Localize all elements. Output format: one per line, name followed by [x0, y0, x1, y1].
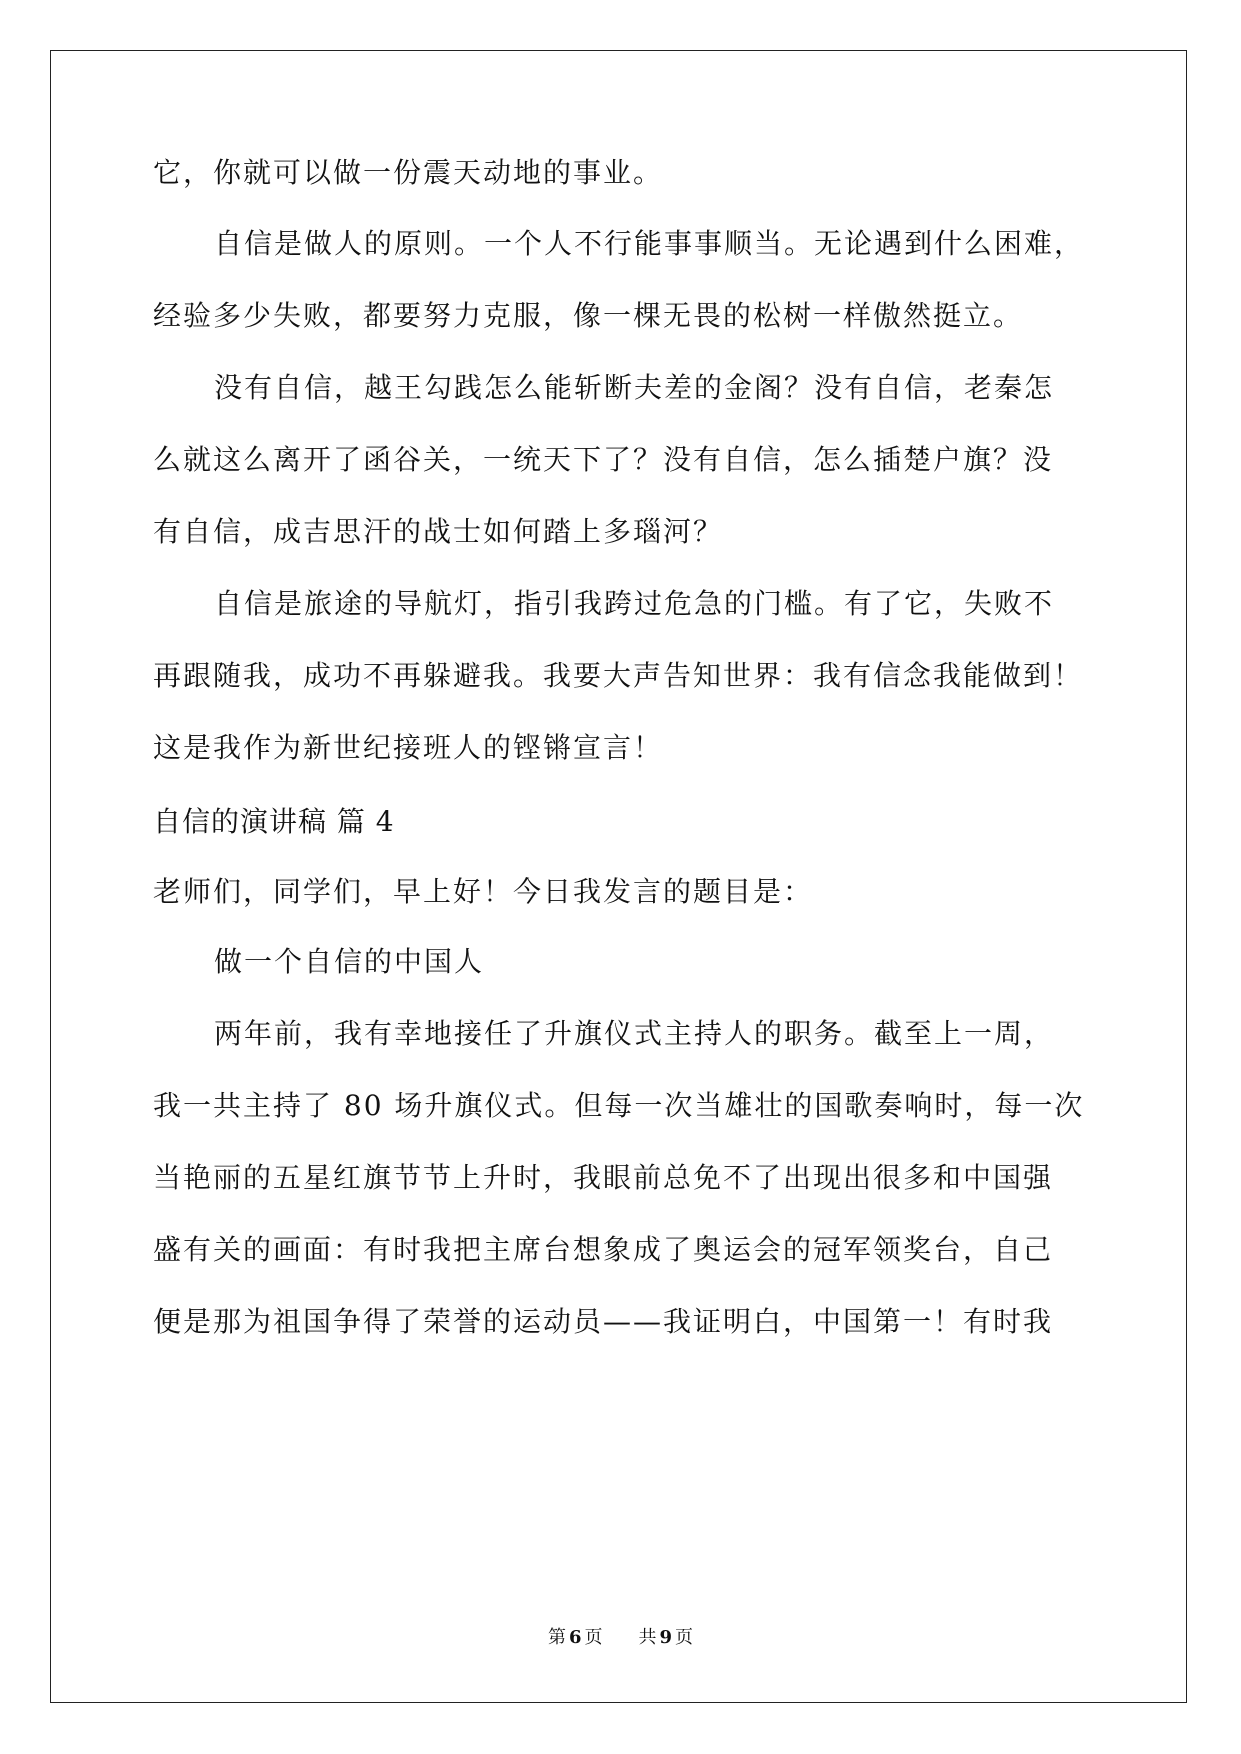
- text-line: 便是那为祖国争得了荣誉的运动员——我证明白，中国第一！有时我: [153, 1305, 1054, 1338]
- total-label-prefix: 共: [638, 1627, 657, 1648]
- speech-title: 做一个自信的中国人: [214, 945, 485, 978]
- total-label-suffix: 页: [675, 1627, 694, 1648]
- text-line: 有自信，成吉思汗的战士如何踏上多瑙河？: [153, 515, 724, 548]
- page-footer: [0, 1626, 1241, 1650]
- text-line: 么就这么离开了函谷关，一统天下了？没有自信，怎么插楚户旗？没: [153, 443, 1054, 476]
- text-line: 经验多少失败，都要努力克服，像一棵无畏的松树一样傲然挺立。: [153, 299, 1024, 332]
- paragraph-first-line: 没有自信，越王勾践怎么能斩断夫差的金阁？没有自信，老秦怎: [214, 371, 1055, 404]
- text-line: 再跟随我，成功不再躲避我。我要大声告知世界：我有信念我能做到！: [153, 659, 1084, 692]
- text-line: 当艳丽的五星红旗节节上升时，我眼前总免不了出现出很多和中国强: [153, 1161, 1054, 1194]
- page-total: [636, 1627, 697, 1648]
- paragraph-first-line: 两年前，我有幸地接任了升旗仪式主持人的职务。截至上一周，: [214, 1017, 1055, 1050]
- page-number: [545, 1627, 606, 1648]
- greeting-line: 老师们，同学们，早上好！今日我发言的题目是：: [153, 875, 814, 908]
- current-page: 6: [568, 1627, 582, 1648]
- section-heading: 自信的演讲稿 篇 4: [153, 805, 395, 838]
- text-line: 它，你就可以做一份震天动地的事业。: [153, 156, 664, 189]
- paragraph-first-line: 自信是旅途的导航灯，指引我跨过危急的门槛。有了它，失败不: [214, 587, 1055, 620]
- total-pages: 9: [659, 1627, 673, 1648]
- text-line: 盛有关的画面：有时我把主席台想象成了奥运会的冠军领奖台，自己: [153, 1233, 1054, 1266]
- paragraph-first-line: 自信是做人的原则。一个人不行能事事顺当。无论遇到什么困难，: [214, 227, 1085, 260]
- page-label-prefix: 第: [547, 1627, 566, 1648]
- text-line: 这是我作为新世纪接班人的铿锵宣言！: [153, 731, 664, 764]
- page-label-suffix: 页: [584, 1627, 603, 1648]
- text-line: 我一共主持了 80 场升旗仪式。但每一次当雄壮的国歌奏响时，每一次: [153, 1089, 1085, 1122]
